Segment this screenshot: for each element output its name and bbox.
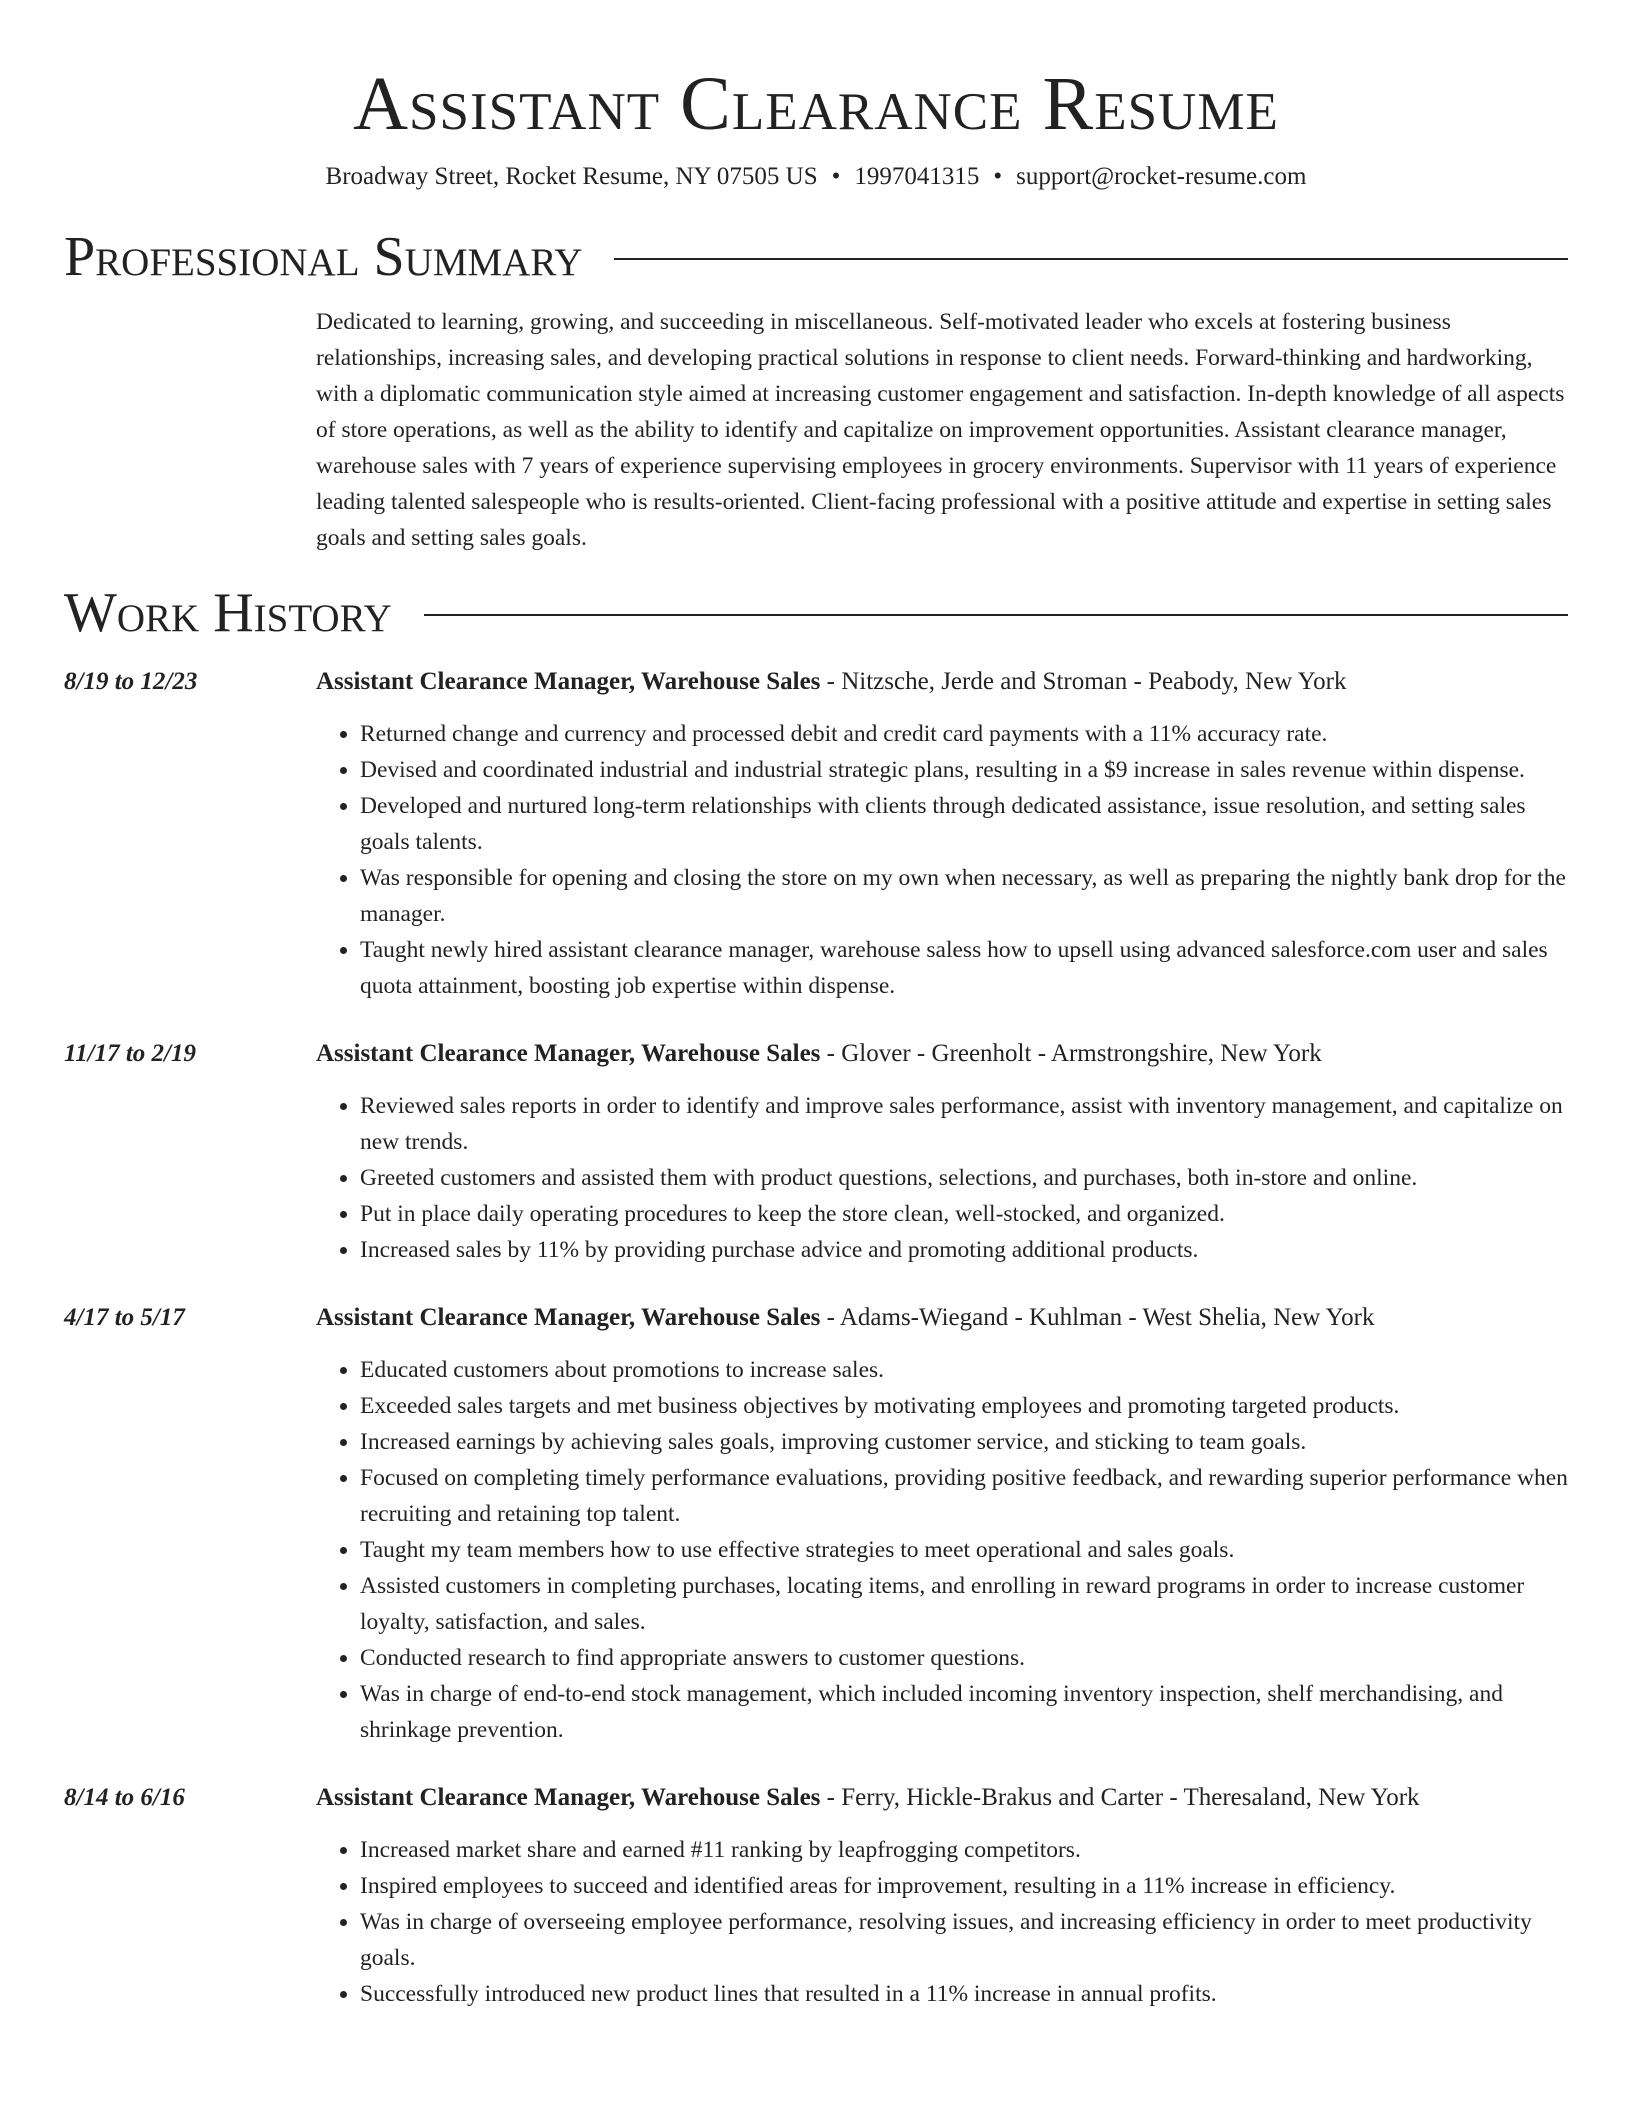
contact-address: Broadway Street, Rocket Resume, NY 07505 US <box>325 163 818 190</box>
job-bullet: • Was in charge of overseeing employee performance, resolving issues, and increasing efficiency in order to meet productivity goals. <box>360 1904 1568 1976</box>
contact-email: support@rocket-resume.com <box>1016 163 1307 190</box>
job-bullet: • Developed and nurtured long-term relationships with clients through dedicated assistance, issue resolution, and setting sales goals talents. <box>360 788 1568 860</box>
work-heading: Work History <box>64 581 392 644</box>
job-bullets <box>316 716 1568 1004</box>
job-role: Assistant Clearance Manager, Warehouse Sales <box>316 1783 821 1811</box>
job-dates: 8/14 to 6/16 <box>64 1783 185 1811</box>
job-bullet: • Put in place daily operating procedures to keep the store clean, well-stocked, and organized. <box>360 1196 1568 1232</box>
job-body <box>316 1300 1568 1748</box>
job-bullet: • Focused on completing timely performance evaluations, providing positive feedback, and rewarding superior performance when recruiting and retaining top talent. <box>360 1460 1568 1532</box>
work-section-header <box>64 580 1568 646</box>
job-title-line <box>316 1780 1568 1816</box>
job-bullet: • Devised and coordinated industrial and industrial strategic plans, resulting in a $9 increase in sales revenue within dispense. <box>360 752 1568 788</box>
job-bullet: • Conducted research to find appropriate answers to customer questions. <box>360 1640 1568 1676</box>
job-dates: 4/17 to 5/17 <box>64 1303 185 1331</box>
job-employer: - Nitzsche, Jerde and Stroman - Peabody, New York <box>820 667 1347 695</box>
job-title-line <box>316 664 1568 700</box>
resume-title: Assistant Clearance Resume <box>353 62 1279 146</box>
job-bullet: • Exceeded sales targets and met business objectives by motivating employees and promoting targeted products. <box>360 1388 1568 1424</box>
job-bullets <box>316 1832 1568 2012</box>
job-dates: 11/17 to 2/19 <box>64 1039 196 1067</box>
job-bullet: • Increased market share and earned #11 ranking by leapfrogging competitors. <box>360 1832 1568 1868</box>
job-body <box>316 1780 1568 2012</box>
job-employer: - Ferry, Hickle-Brakus and Carter - Theresaland, New York <box>820 1783 1420 1811</box>
job-dates: 8/19 to 12/23 <box>64 667 198 695</box>
job-bullets <box>316 1088 1568 1268</box>
contact-separator: • <box>993 163 1003 190</box>
job-bullet: • Returned change and currency and processed debit and credit card payments with a 11% accuracy rate. <box>360 716 1568 752</box>
job-employer: - Glover - Greenholt - Armstrongshire, New York <box>820 1039 1322 1067</box>
job-bullet: • Assisted customers in completing purchases, locating items, and enrolling in reward programs in order to increase customer loyalty, satisfaction, and sales. <box>360 1568 1568 1640</box>
summary-text: Dedicated to learning, growing, and succeeding in miscellaneous. Self-motivated leader who excels at fostering business relationships, increasing sales, and developing practical solutions in response to client needs. Forward-thinking and hardworking, with a diplomatic communication style aimed at increasing customer engagement and satisfaction. In-depth knowledge of all aspects of store operations, as well as the ability to identify and capitalize on improvement opportunities. Assistant clearance manager, warehouse sales with 7 years of experience supervising employees in grocery environments. Supervisor with 11 years of experience leading talented salespeople who is results-oriented. Client-facing professional with a positive attitude and expertise in setting sales goals and setting sales goals. <box>316 309 1565 551</box>
job-bullet: • Educated customers about promotions to increase sales. <box>360 1352 1568 1388</box>
job-bullet: • Successfully introduced new product lines that resulted in a 11% increase in annual profits. <box>360 1976 1568 2012</box>
job-role: Assistant Clearance Manager, Warehouse Sales <box>316 1303 821 1331</box>
contact-separator: • <box>831 163 841 190</box>
job-employer: - Adams-Wiegand - Kuhlman - West Shelia, New York <box>820 1303 1375 1331</box>
job-list <box>64 664 1568 2012</box>
job-bullet: • Increased sales by 11% by providing purchase advice and promoting additional products. <box>360 1232 1568 1268</box>
summary-heading: Professional Summary <box>64 226 583 288</box>
job-bullet: • Was responsible for opening and closing the store on my own when necessary, as well as preparing the nightly bank drop for the manager. <box>360 860 1568 932</box>
contact-phone: 1997041315 <box>854 163 980 190</box>
job-bullet: • Inspired employees to succeed and identified areas for improvement, resulting in a 11% increase in efficiency. <box>360 1868 1568 1904</box>
job-body <box>316 664 1568 1004</box>
job-title-line <box>316 1300 1568 1336</box>
job-entry <box>64 1780 1568 2012</box>
job-bullet: • Reviewed sales reports in order to identify and improve sales performance, assist with inventory management, and capitalize on new trends. <box>360 1088 1568 1160</box>
job-role: Assistant Clearance Manager, Warehouse Sales <box>316 667 821 695</box>
job-bullet: • Increased earnings by achieving sales goals, improving customer service, and sticking to team goals. <box>360 1424 1568 1460</box>
job-bullet: • Greeted customers and assisted them with product questions, selections, and purchases, both in-store and online. <box>360 1160 1568 1196</box>
contact-line <box>64 160 1568 194</box>
job-bullet: • Taught my team members how to use effective strategies to meet operational and sales goals. <box>360 1532 1568 1568</box>
summary-section-header <box>64 224 1568 290</box>
job-entry <box>64 1300 1568 1748</box>
section-divider <box>614 258 1568 260</box>
job-bullet: • Taught newly hired assistant clearance manager, warehouse saless how to upsell using advanced salesforce.com user and sales quota attainment, boosting job expertise within dispense. <box>360 932 1568 1004</box>
resume-page <box>64 0 1568 2012</box>
job-body <box>316 1036 1568 1268</box>
job-entry <box>64 1036 1568 1268</box>
job-entry <box>64 664 1568 1004</box>
section-divider <box>424 614 1568 616</box>
job-bullet: • Was in charge of end-to-end stock management, which included incoming inventory inspection, shelf merchandising, and shrinkage prevention. <box>360 1676 1568 1748</box>
job-role: Assistant Clearance Manager, Warehouse Sales <box>316 1039 821 1067</box>
job-title-line <box>316 1036 1568 1072</box>
job-bullets <box>316 1352 1568 1748</box>
